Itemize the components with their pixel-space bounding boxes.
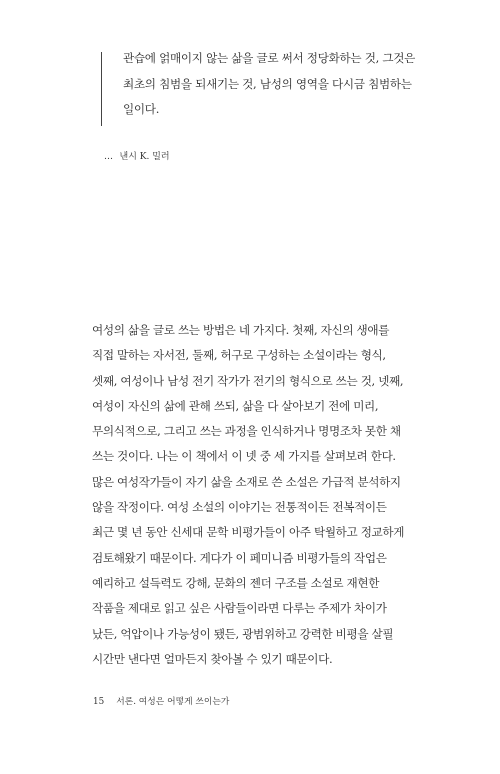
epigraph bbox=[101, 46, 441, 123]
attribution-dash: … bbox=[104, 152, 114, 162]
epigraph-attribution bbox=[104, 149, 170, 162]
body-line: 예리하고 설득력도 강해, 문화의 젠더 구조를 소설로 재현한 bbox=[92, 575, 380, 590]
body-line: 검토해왔기 때문이다. 게다가 이 페미니즘 비평가들의 작업은 bbox=[92, 550, 387, 565]
page-number: 15 bbox=[93, 697, 105, 707]
body-line: 쓰는 것이다. 나는 이 책에서 이 넷 중 세 가지를 살펴보려 한다. bbox=[92, 449, 396, 464]
body-paragraph bbox=[92, 318, 432, 672]
body-line: 여성의 삶을 글로 쓰는 방법은 네 가지다. 첫째, 자신의 생애를 bbox=[92, 323, 390, 337]
epigraph-line: 최초의 침범을 되새기는 것, 남성의 영역을 다시금 침범하는 bbox=[123, 76, 412, 91]
body-line: 났든, 억압이나 가능성이 됐든, 광범위하고 강력한 비평을 살필 bbox=[92, 626, 394, 641]
epigraph-line: 관습에 얽매이지 않는 삶을 글로 써서 정당화하는 것, 그것은 bbox=[123, 51, 416, 65]
epigraph-line: 일이다. bbox=[123, 102, 160, 116]
body-line: 여성이 자신의 삶에 관해 쓰되, 삶을 다 살아보기 전에 미리, bbox=[92, 398, 379, 413]
body-line: 무의식적으로, 그리고 쓰는 과정을 인식하거나 명명조차 못한 채 bbox=[92, 424, 401, 439]
body-line: 많은 여성작가들이 자기 삶을 소재로 쓴 소설은 가급적 분석하지 bbox=[92, 474, 401, 489]
body-line: 않을 작정이다. 여성 소설의 이야기는 전통적이든 전복적이든 bbox=[92, 500, 387, 515]
body-line: 최근 몇 년 동안 신세대 문학 비평가들이 아주 탁월하고 정교하게 bbox=[92, 525, 405, 540]
epigraph-rule bbox=[101, 52, 102, 126]
attribution-author: 낸시 K. 밀러 bbox=[119, 152, 170, 162]
page-footer bbox=[93, 694, 229, 707]
body-line: 직접 말하는 자서전, 둘째, 허구로 구성하는 소설이라는 형식, bbox=[92, 348, 386, 363]
epigraph-quote bbox=[123, 46, 441, 123]
body-line: 작품을 제대로 읽고 싶은 사람들이라면 다루는 주제가 차이가 bbox=[92, 601, 387, 616]
body-line: 시간만 낸다면 얼마든지 찾아볼 수 있기 때문이다. bbox=[92, 651, 333, 666]
running-title: 서론. 여성은 어떻게 쓰이는가 bbox=[116, 697, 230, 707]
body-line: 셋째, 여성이나 남성 전기 작가가 전기의 형식으로 쓰는 것, 넷째, bbox=[92, 373, 404, 388]
